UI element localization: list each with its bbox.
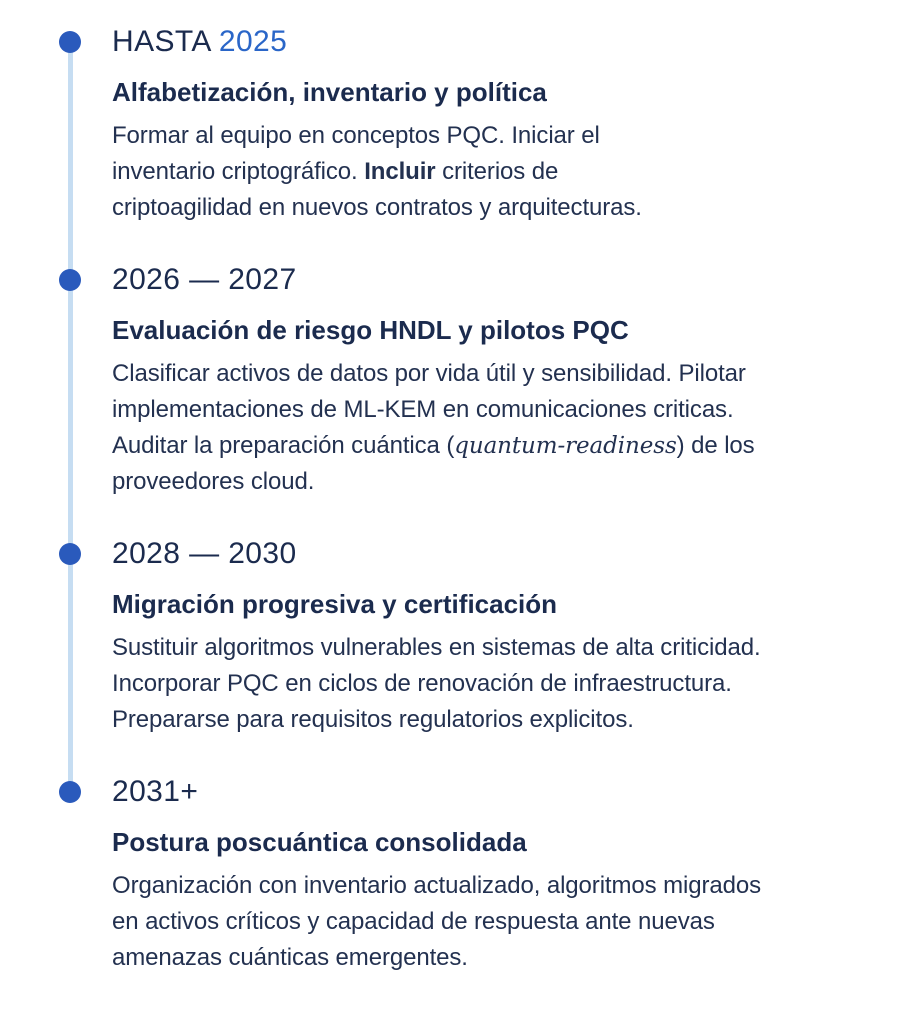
entry-title: Postura poscuántica consolidada	[112, 827, 527, 857]
timeline-entry-1	[0, 22, 900, 226]
entry-body-line	[112, 392, 900, 428]
entry-body-line	[112, 702, 900, 738]
entry-body-line	[112, 428, 900, 464]
timeline-dot-icon	[59, 31, 81, 53]
timeline-entries	[0, 22, 900, 976]
timeline-entry-4	[0, 772, 900, 976]
entry-year-text: HASTA	[112, 25, 219, 58]
entry-body-text: amenazas cuánticas emergentes.	[112, 944, 468, 971]
timeline-entry-2	[0, 260, 900, 500]
entry-body-text: Auditar la preparación cuántica (	[112, 432, 455, 459]
entry-body-text: criterios de	[435, 158, 559, 185]
entry-body-text: criptoagilidad en nuevos contratos y arquitecturas.	[112, 194, 642, 221]
entry-year-text: 2031+	[112, 775, 199, 808]
entry-body-text: Organización con inventario actualizado, algoritmos migrados	[112, 872, 762, 899]
entry-year-text: 2028 — 2030	[112, 537, 297, 570]
entry-title: Evaluación de riesgo HNDL y pilotos PQC	[112, 315, 629, 345]
entry-body-line	[112, 666, 900, 702]
entry-body-text: Sustituir algoritmos vulnerables en sistemas de alta criticidad.	[112, 634, 761, 661]
entry-body-line	[112, 154, 900, 190]
entry-body-line	[112, 630, 900, 666]
entry-body-text: en activos críticos y capacidad de respuesta ante nuevas	[112, 908, 715, 935]
timeline-dot-icon	[59, 269, 81, 291]
entry-body-line	[112, 118, 900, 154]
entry-body-line	[112, 940, 900, 976]
entry-body-text: Formar al equipo en conceptos PQC. Iniciar el	[112, 122, 600, 149]
entry-year	[112, 22, 900, 62]
entry-year-highlight: 2025	[218, 25, 288, 58]
entry-body-line	[112, 868, 900, 904]
timeline-entry-3	[0, 534, 900, 738]
entry-body-italic-text: quantum-readiness	[454, 433, 677, 459]
entry-body-line	[112, 356, 900, 392]
entry-year-text: 2026 — 2027	[112, 263, 297, 296]
entry-body-text: Prepararse para requisitos regulatorios explicitos.	[112, 706, 634, 733]
entry-title: Migración progresiva y certificación	[112, 589, 558, 619]
entry-title: Alfabetización, inventario y política	[112, 77, 547, 107]
entry-body	[112, 868, 900, 976]
entry-body-text: inventario criptográfico.	[112, 158, 365, 185]
entry-body	[112, 356, 900, 500]
entry-body-line	[112, 904, 900, 940]
entry-year	[112, 772, 900, 812]
entry-body-text: proveedores cloud.	[112, 468, 315, 495]
entry-body-bold-text: Incluir	[364, 158, 436, 185]
entry-body-text: Clasificar activos de datos por vida útil y sensibilidad. Pilotar	[112, 360, 746, 387]
entry-year	[112, 260, 900, 300]
timeline-dot-icon	[59, 781, 81, 803]
entry-body-line	[112, 190, 900, 226]
entry-body-text: ) de los	[676, 432, 755, 459]
entry-body-line	[112, 464, 900, 500]
entry-body-text: Incorporar PQC en ciclos de renovación de infraestructura.	[112, 670, 732, 697]
entry-body	[112, 118, 900, 226]
entry-body-text: implementaciones de ML-KEM en comunicaciones criticas.	[112, 396, 734, 423]
timeline-dot-icon	[59, 543, 81, 565]
entry-body	[112, 630, 900, 738]
entry-year	[112, 534, 900, 574]
